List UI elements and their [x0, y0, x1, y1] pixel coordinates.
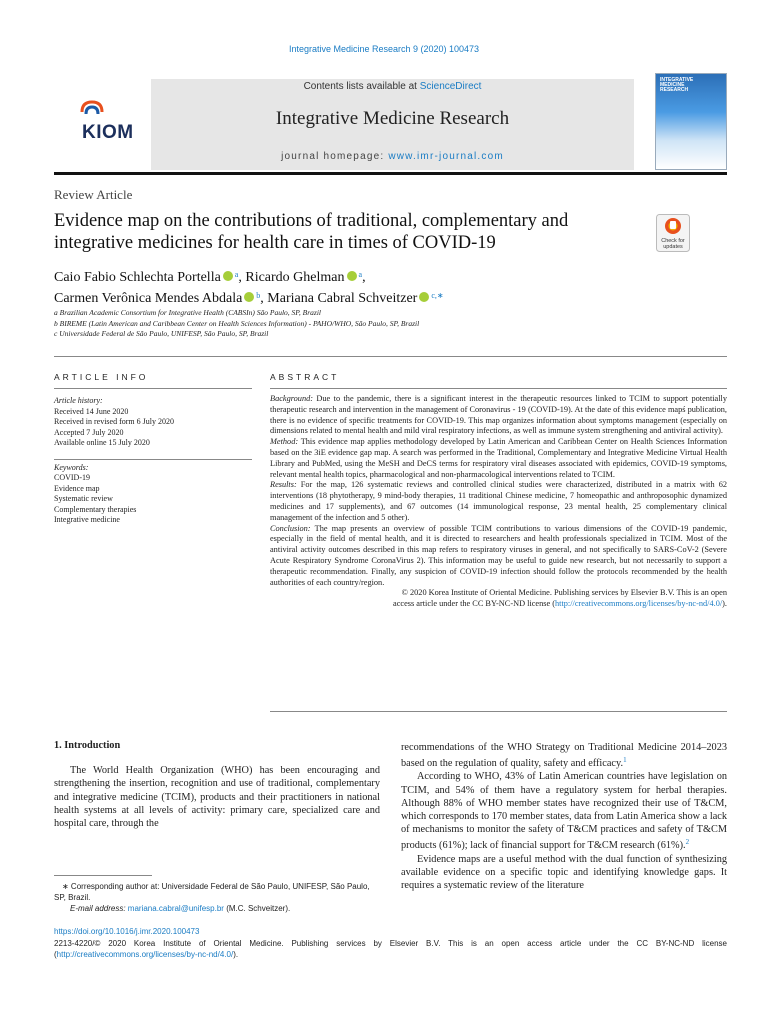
reference-link[interactable]: 2: [685, 838, 690, 847]
author-sep: ,: [362, 270, 366, 285]
divider: [270, 388, 727, 389]
reference-link[interactable]: 1: [623, 756, 627, 765]
keyword-item: Complementary therapies: [54, 504, 137, 514]
author-name[interactable]: Carmen Verônica Mendes Abdala: [54, 291, 243, 306]
body-column-left: [54, 739, 380, 830]
homepage-prefix: journal homepage:: [281, 151, 389, 162]
sciencedirect-link[interactable]: ScienceDirect: [419, 81, 482, 92]
footnote-rule: [54, 875, 152, 876]
license-prefix: access article under the CC BY-NC-ND license (: [393, 599, 556, 609]
history-item: Received in revised form 6 July 2020: [54, 417, 174, 426]
footer-license: [54, 938, 727, 960]
kiom-logo: [70, 100, 140, 144]
conclusion-label: Conclusion:: [270, 523, 311, 533]
license-text: 2213-4220/© 2020 Korea Institute of Oriental Medicine. Publishing services by Elsevier B.V. This is an open access article under the CC BY-NC-ND license (: [54, 939, 727, 959]
section-divider: [54, 356, 727, 357]
affiliation-item: a Brazilian Academic Consortium for Integrative Health (CABSIn) São Paulo, SP, Brazil: [54, 308, 321, 317]
history-label: Article history:: [54, 396, 103, 405]
contents-line: [151, 81, 634, 92]
method-label: Method:: [270, 437, 299, 447]
affiliation-item: b BIREME (Latin American and Caribbean Center on Health Sciences Information) - PAHO/WHO, São Paulo, SP, Brazil: [54, 318, 420, 328]
author-affil-sup[interactable]: a: [234, 270, 239, 279]
contents-prefix: Contents lists available at: [303, 81, 420, 92]
results-text: For the map, 126 systematic reviews and controlled clinical studies were characterized, distributed in a matrix with 62 interventions (18 phytotherapy, 9 mind-body therapies, 11 traditional Chinese medicine, 7 homeopathic and anthroposophic dynamized medicines and 17 supplements), and 67 outcomes (14 immunological response, 23 mental health, 25 complementary clinical management of the infection and 5 other).: [270, 480, 727, 522]
email-suffix: (M.C. Schveitzer).: [223, 904, 291, 913]
body-column-right: [401, 741, 727, 892]
orcid-icon[interactable]: [419, 292, 429, 302]
abstract-heading: ABSTRACT: [270, 372, 340, 382]
license-suffix: ).: [233, 950, 239, 959]
conclusion-text: The map presents an overview of possible TCIM contributions to various dimensions of the COVID-19 pandemic, especially in the field of mental health, and it is directed to researchers and health professionals specialized in TCIM. Most of the antiviral activity outcomes described in this map refers to respiratory viruses in general, and not specifically to SARS-CoV-2 (Severe Acute Respiratory Syndrome CoronaVirus 2). This information may be useful to guide new research, but not necessarily to support a therapeutic recommendation. Finally, any suspicion of COVID-19 infection should follow the protocols recommended by the health authorities of each country/region.: [270, 523, 727, 587]
body-paragraph: [401, 741, 727, 770]
history-item: Accepted 7 July 2020: [54, 427, 124, 437]
homepage-link[interactable]: www.imr-journal.com: [388, 151, 504, 162]
abstract-conclusion: [270, 524, 727, 589]
license-link[interactable]: http://creativecommons.org/licenses/by-nc-nd/4.0/: [555, 599, 723, 609]
footer-license-link[interactable]: http://creativecommons.org/licenses/by-nc-nd/4.0/: [56, 950, 234, 959]
affiliation-item: c Universidade Federal de São Paulo, UNIFESP, São Paulo, SP, Brazil: [54, 329, 269, 338]
article-info: [54, 396, 252, 526]
author-name[interactable]: Ricardo Ghelman: [245, 270, 345, 285]
abstract-license: [270, 599, 727, 610]
author-list: [54, 266, 654, 308]
journal-banner: [151, 79, 634, 170]
email-link[interactable]: mariana.cabral@unifesp.br: [127, 904, 224, 913]
divider: [270, 711, 727, 712]
background-text: Due to the pandemic, there is a significant interest in the therapeutic resources linked to TCIM to support potentially therapeutic research and intervention in the management of Coronavirus - 19 (COVID-19). At the date of this evidence mapś publication, there is no evidence of specific treatments for COVID-19. This map organizes information about symptoms management (especially on dimensions related to mental health and mild viral respiratory infections, as well as immune system strengthening and antiviral activity).: [270, 394, 727, 436]
footnote: [54, 881, 380, 914]
journal-cover-image[interactable]: [655, 73, 727, 170]
author-sep: ,: [260, 291, 268, 306]
kiom-logo-text: KIOM: [82, 122, 134, 143]
email-label: E-mail address:: [70, 904, 128, 913]
orcid-icon[interactable]: [223, 271, 233, 281]
email-line: [54, 903, 380, 914]
affiliations: [54, 308, 419, 340]
check-for-updates-badge[interactable]: [656, 214, 690, 252]
body-paragraph: [401, 770, 727, 852]
author-name[interactable]: Mariana Cabral Schveitzer: [267, 291, 418, 306]
license-suffix: ).: [722, 599, 727, 609]
homepage-line: [151, 151, 634, 162]
keyword-item: Systematic review: [54, 494, 113, 503]
author-affil-sup[interactable]: a: [358, 270, 363, 279]
header-rule: [54, 172, 727, 175]
article-info-heading: ARTICLE INFO: [54, 372, 149, 382]
cover-title: INTEGRATIVE MEDICINE RESEARCH: [660, 77, 694, 93]
method-text: This evidence map applies methodology developed by Latin American and Caribbean Center on Health Sciences Information based on the 3iE evidence gap map. A search was performed in the Traditional, Complementary and Integrative Medicine Virtual Health Library and PubMed, using the MeSH and DeCS terms for respiratory viral diseases associated with epidemics, COVID-19 symptoms, relevant mental health topics, pharmacological and non-pharmacological interventions related to TCIM.: [270, 437, 727, 479]
keyword-item: Evidence map: [54, 483, 100, 493]
keyword-item: COVID-19: [54, 473, 90, 482]
body-paragraph: Evidence maps are a useful method with the dual function of synthesizing available evidence on a specific topic and identifying knowledge gaps. It requires a systematic review of the literature: [401, 853, 727, 892]
journal-citation[interactable]: Integrative Medicine Research 9 (2020) 100473: [288, 44, 480, 54]
author-name[interactable]: Caio Fabio Schlechta Portella: [54, 270, 221, 285]
journal-title: Integrative Medicine Research: [275, 108, 510, 129]
abstract-background: [270, 394, 727, 437]
paragraph-text: According to WHO, 43% of Latin American countries have legislation on TCIM, and 54% of them have a regulatory system for herbal therapies. Although 88% of WHO member states have recognized their use of T&CM, which corresponds to 170 member states, data from Latin America show a lack of mechanisms to monitor the safety of T&CM practices and safety of T&CM products (61%); lack of financial support for T&CM research (61%).: [401, 771, 727, 852]
keywords-label: Keywords:: [54, 462, 89, 472]
divider: [54, 459, 252, 460]
author-affil-sup[interactable]: c,∗: [431, 291, 444, 300]
orcid-icon[interactable]: [347, 271, 357, 281]
keyword-item: Integrative medicine: [54, 515, 120, 524]
article-title: Evidence map on the contributions of traditional, complementary and integrative medicines for health care in times of COVID-19: [54, 211, 569, 253]
results-label: Results:: [270, 480, 297, 490]
body-paragraph: The World Health Organization (WHO) has been encouraging and strengthening the insertion, recognition and use of traditional, complementary and integrative medicine (TCIM), products and their practitioners in national health systems at all levels of activity: primary care, specialized care and hospital care, through the: [54, 765, 380, 830]
abstract-results: [270, 480, 727, 523]
abstract-method: [270, 437, 727, 480]
history-item: Available online 15 July 2020: [54, 438, 150, 447]
author-sep: ,: [238, 270, 246, 285]
corresponding-author: ∗ Corresponding author at: Universidade Federal de São Paulo, UNIFESP, São Paulo, SP, Brazil.: [54, 882, 370, 902]
abstract-body: [270, 394, 727, 610]
doi-link[interactable]: https://doi.org/10.1016/j.imr.2020.100473: [54, 927, 200, 936]
history-item: Received 14 June 2020: [54, 406, 129, 416]
check-updates-label: Check for updates: [661, 238, 685, 250]
divider: [54, 388, 252, 389]
section-heading-introduction: 1. Introduction: [54, 740, 121, 751]
background-label: Background:: [270, 394, 314, 403]
orcid-icon[interactable]: [244, 292, 254, 302]
paragraph-text: recommendations of the WHO Strategy on Traditional Medicine 2014–2023 based on the regulation of quality, safety and efficacy.: [401, 742, 727, 770]
kiom-mark-icon: [80, 100, 104, 120]
author-affil-sup[interactable]: b: [256, 291, 261, 300]
abstract-copyright: © 2020 Korea Institute of Oriental Medicine. Publishing services by Elsevier B.V. This is an open: [401, 588, 727, 598]
article-type: Review Article: [54, 187, 133, 202]
